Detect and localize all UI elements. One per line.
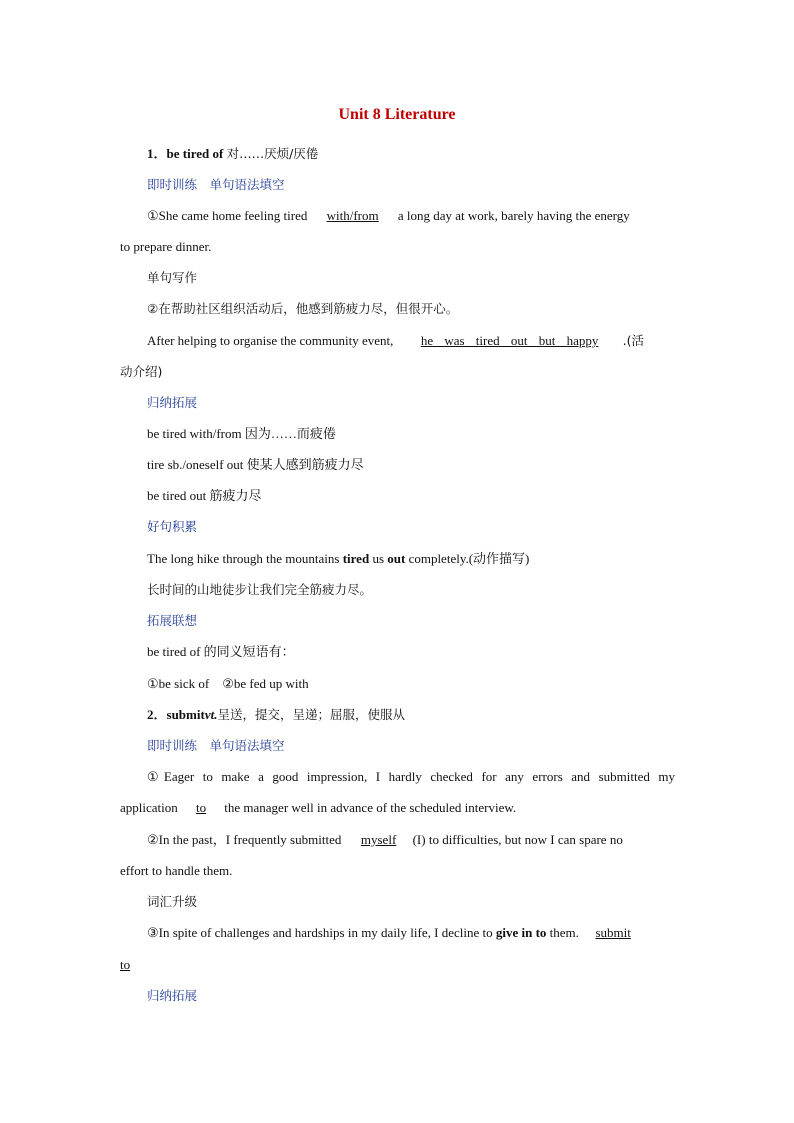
association-items: ①be sick of ②be fed up with xyxy=(147,676,309,691)
association-label: 拓展联想 xyxy=(147,613,198,628)
answer-blank: with/from xyxy=(326,208,379,223)
exercise-line: After helping to organise the community event, he was tired out but happy .(活 xyxy=(147,331,675,351)
headword: submit xyxy=(166,707,205,722)
exercise-line: ①She came home feeling tired with/from a long day at work, barely having the energy xyxy=(147,206,675,226)
exercise-line: ③In spite of challenges and hardships in my daily life, I decline to give in to them. submit xyxy=(147,923,675,943)
exercise-line-continued: to prepare dinner. xyxy=(120,239,212,254)
exercise-line: ①Eager to make a good impression, I hardly checked for any errors and submitted my xyxy=(147,769,675,784)
good-sentence-label: 好句积累 xyxy=(147,519,198,534)
exercise-line: ②In the past，I frequently submitted myself (I) to difficulties, but now I can spare no xyxy=(147,830,675,850)
section-1-heading xyxy=(147,144,675,164)
exercise-line-continued: application to the manager well in advance of the scheduled interview. xyxy=(120,798,675,818)
chinese-prompt: ②在帮助社区组织活动后，他感到筋疲力尽，但很开心。 xyxy=(147,301,459,316)
upgrade-label: 词汇升级 xyxy=(147,894,198,909)
exercise-line-continued: effort to handle them. xyxy=(120,863,233,878)
headword-meaning: 对……厌烦/厌倦 xyxy=(226,146,319,161)
section-number: 1． xyxy=(147,146,167,161)
section-label: 单句写作 xyxy=(147,270,198,285)
answer-blank: myself xyxy=(360,832,397,847)
answer-blank: to xyxy=(195,800,207,815)
drill-label: 即时训练 单句语法填空 xyxy=(147,738,285,753)
section-2-heading xyxy=(147,705,675,725)
summary-item: be tired with/from 因为……而疲倦 xyxy=(147,426,336,441)
example-translation: 长时间的山地徒步让我们完全筋疲力尽。 xyxy=(147,582,373,597)
association-line: be tired of 的同义短语有： xyxy=(147,644,295,659)
drill-label: 即时训练 单句语法填空 xyxy=(147,177,285,192)
summary-item: be tired out 筋疲力尽 xyxy=(147,488,262,503)
exercise-line-continued: 动介绍) xyxy=(120,364,163,379)
page-title: Unit 8 Literature xyxy=(338,106,456,123)
summary-item: tire sb./oneself out 使某人感到筋疲力尽 xyxy=(147,457,364,472)
answer-blank-continued: to xyxy=(120,957,131,972)
summary-label: 归纳拓展 xyxy=(147,988,198,1003)
headword-meaning: 呈送，提交，呈递；屈服，使服从 xyxy=(217,707,405,722)
part-of-speech: vt. xyxy=(204,707,218,722)
answer-blank: submit xyxy=(595,925,631,940)
headword: be tired of xyxy=(166,146,224,161)
example-sentence: The long hike through the mountains tired us out completely.(动作描写) xyxy=(147,551,530,566)
answer-blank: he was tired out but happy xyxy=(420,333,599,348)
summary-label: 归纳拓展 xyxy=(147,395,198,410)
section-number: 2． xyxy=(147,707,167,722)
